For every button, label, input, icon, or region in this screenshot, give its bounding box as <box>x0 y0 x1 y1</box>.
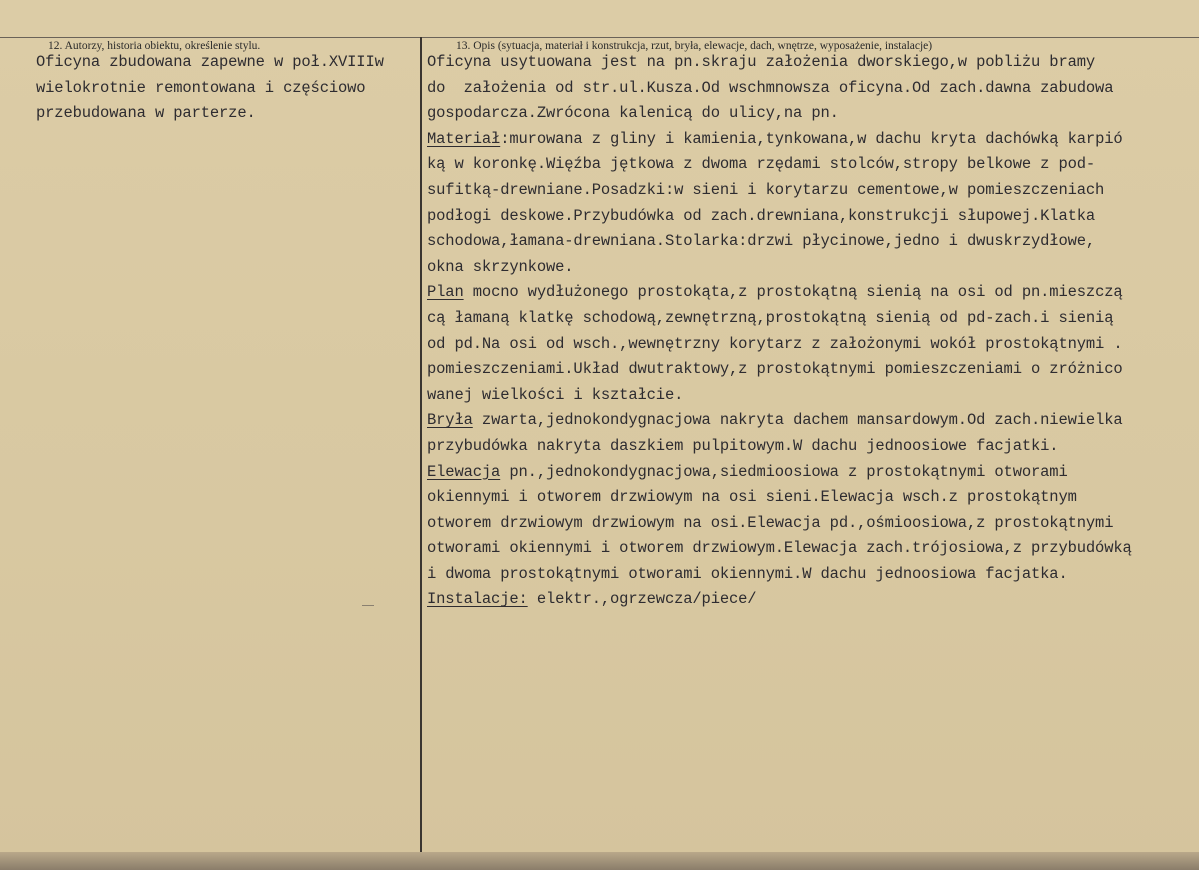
typed-line <box>427 204 1199 230</box>
section-keyword: Instalacje: <box>427 590 528 609</box>
typed-line <box>427 332 1199 358</box>
description-text <box>427 50 1199 613</box>
typed-line: przebudowana w parterze. <box>36 104 256 123</box>
typed-line <box>427 408 1199 434</box>
line-text: gospodarcza.Zwrócona kalenicą do ulicy,na pn. <box>427 104 839 123</box>
margin-mark <box>362 605 374 606</box>
line-text: elektr.,ogrzewcza/piece/ <box>527 590 757 609</box>
typed-line <box>427 229 1199 255</box>
section-keyword: Plan <box>427 283 464 302</box>
section-keyword: Elewacja <box>427 462 501 481</box>
typed-line: Oficyna zbudowana zapewne w poł.XVIIIw <box>36 53 384 71</box>
line-text: schodowa,łamana-drewniana.Stolarka:drzwi płycinowe,jedno i dwuskrzydłowe, <box>427 232 1096 251</box>
line-text: okiennymi i otworem drzwiowym na osi sieni.Elewacja wsch.z prostokątnym <box>427 488 1077 507</box>
line-text: przybudówka nakryta daszkiem pulpitowym.W dachu jednoosiowe facjatki. <box>427 436 1059 455</box>
typed-line: wielokrotnie remontowana i częściowo <box>36 78 366 97</box>
line-text: zwarta,jednokondygnacjowa nakryta dachem mansardowym.Od zach.niewielka <box>472 411 1123 430</box>
section-keyword: Materiał <box>427 129 501 148</box>
typed-line <box>427 306 1199 332</box>
line-text: pn.,jednokondygnacjowa,siedmioosiowa z prostokątnymi otworami <box>500 462 1068 481</box>
typed-line <box>427 101 1199 127</box>
typed-line <box>427 383 1199 409</box>
typed-line <box>427 152 1199 178</box>
typed-line <box>427 178 1199 204</box>
line-text: pomieszczeniami.Układ dwutraktowy,z prostokątnymi pomieszczeniami o zróżnico <box>427 360 1123 379</box>
typed-line <box>427 511 1199 537</box>
typed-line <box>427 460 1199 486</box>
typed-line <box>427 255 1199 281</box>
typed-line <box>427 127 1199 153</box>
typed-line <box>427 587 1199 613</box>
line-text: otworem drzwiowym drzwiowym na osi.Elewacja pd.,ośmioosiowa,z prostokątnymi <box>427 513 1114 532</box>
typed-line <box>427 485 1199 511</box>
typed-line <box>427 536 1199 562</box>
authors-history-text <box>36 50 420 127</box>
line-text: okna skrzynkowe. <box>427 257 574 276</box>
sheet-bottom-edge <box>0 852 1199 870</box>
typed-line <box>427 50 1199 76</box>
line-text: sufitką-drewniane.Posadzki:w sieni i korytarzu cementowe,w pomieszczeniach <box>427 180 1105 199</box>
line-text: otworami okiennymi i otworem drzwiowym.Elewacja zach.trójosiowa,z przybudówką <box>427 539 1132 558</box>
line-text: od pd.Na osi od wsch.,wewnętrzny korytarz z założonymi wokół prostokątnymi . <box>427 334 1123 353</box>
top-rule <box>0 37 1199 38</box>
line-text: Oficyna usytuowana jest na pn.skraju założenia dworskiego,w pobliżu bramy <box>427 53 1096 71</box>
column-divider <box>420 37 422 852</box>
line-text: do założenia od str.ul.Kusza.Od wschmnowsza oficyna.Od zach.dawna zabudowa <box>427 78 1114 97</box>
typed-line <box>427 357 1199 383</box>
typed-line <box>427 562 1199 588</box>
line-text: mocno wydłużonego prostokąta,z prostokątną sienią na osi od pn.mieszczą <box>463 283 1123 302</box>
typed-line <box>427 434 1199 460</box>
line-text: :murowana z gliny i kamienia,tynkowana,w dachu kryta dachówką karpió <box>500 129 1123 148</box>
line-text: i dwoma prostokątnymi otworami okiennymi.W dachu jednoosiowa facjatka. <box>427 564 1068 583</box>
line-text: wanej wielkości i kształcie. <box>427 385 684 404</box>
line-text: cą łamaną klatkę schodową,zewnętrzną,prostokątną sienią od pd-zach.i sienią <box>427 308 1114 327</box>
typed-line <box>427 280 1199 306</box>
line-text: podłogi deskowe.Przybudówka od zach.drewniana,konstrukcji słupowej.Klatka <box>427 206 1096 225</box>
typed-line <box>427 76 1199 102</box>
section-keyword: Bryła <box>427 411 473 430</box>
field-heading-description: 13. Opis (sytuacja, materiał i konstrukcja, rzut, bryła, elewacje, dach, wnętrze, wyposażenie, instalacje) <box>456 40 933 52</box>
line-text: ką w koronkę.Więźba jętkowa z dwoma rzędami stolców,stropy belkowe z pod- <box>427 155 1096 174</box>
field-heading-authors-history-style: 12. Autorzy, historia obiektu, określenie stylu. <box>48 40 261 52</box>
